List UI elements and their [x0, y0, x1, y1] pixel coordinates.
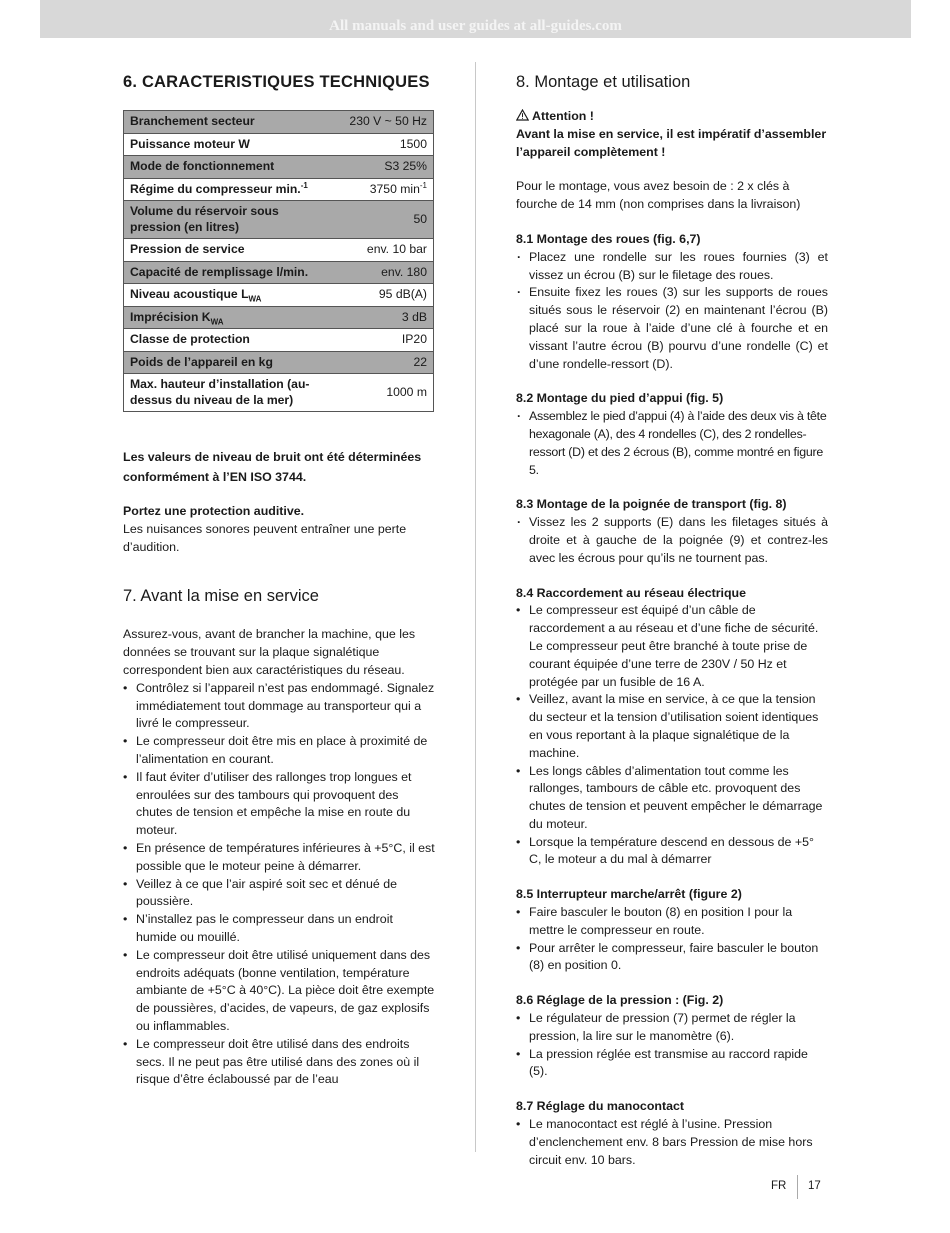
section-6-title: 6. CARACTERISTIQUES TECHNIQUES [123, 73, 430, 91]
section-7-list [123, 680, 435, 1089]
superscript: -1 [419, 180, 427, 190]
spec-value-text: S3 25% [384, 159, 427, 173]
list-item: • Lorsque la température descend en dessous de +5° C, le moteur a du mal à démarrer [516, 834, 828, 870]
section-8-6-list [516, 1010, 828, 1081]
section-8-1-title: 8.1 Montage des roues (fig. 6,7) [516, 231, 701, 246]
page-footer [771, 1180, 821, 1192]
list-item: • En présence de températures inférieures à +5°C, il est possible que le moteur peine à démarrer. [123, 840, 435, 876]
spec-label [124, 284, 327, 307]
spec-value-text: env. 180 [381, 264, 427, 279]
spec-value-text: 1000 m [386, 384, 427, 399]
list-item: • Le compresseur est équipé d’un câble de raccordement a au réseau et d’une fiche de sécurité. Le compresseur peut être branché à toute prise de courant équipée d’une terre de 230V / 50 Hz et protégée par un fusible de 16 A. [516, 602, 828, 691]
spec-row [124, 111, 434, 134]
list-item: • Veillez, avant la mise en service, à ce que la tension du secteur et la tension d’utilisation soient identiques en vous reportant à la plaque signalétique de la machine. [516, 691, 828, 762]
spec-row [124, 351, 434, 374]
spec-row [124, 306, 434, 329]
superscript: -1 [300, 180, 308, 190]
list-item: · Assemblez le pied d’appui (4) à l’aide des deux vis à tête hexagonale (A), des 4 rondelles (C), des 2 rondelles-ressort (D) et des 2 écrous (B), comme montré en figure 5. [516, 408, 828, 479]
section-8-7-title: 8.7 Réglage du manocontact [516, 1099, 684, 1114]
spec-label-text: Classe de protection [130, 332, 250, 346]
spec-value [326, 351, 434, 374]
column-divider [475, 62, 476, 1152]
list-item: • Pour arrêter le compresseur, faire basculer le bouton (8) en position 0. [516, 940, 828, 976]
spec-label-text: Régime du compresseur min. [130, 181, 301, 196]
spec-value [326, 261, 434, 284]
page-number: 17 [808, 1180, 821, 1192]
spec-label-text: Poids de l’appareil en kg [130, 354, 273, 369]
section-8-7-list [516, 1116, 828, 1169]
attention-heading [516, 108, 828, 126]
spec-label [124, 261, 327, 284]
spec-label-text: Niveau acoustique L [130, 287, 249, 301]
spec-value-text: 3 dB [401, 309, 427, 324]
spec-value-text: 22 [413, 354, 427, 369]
spec-label [124, 374, 327, 412]
warning-triangle-icon [516, 109, 529, 121]
spec-row [124, 133, 434, 156]
spec-label [124, 111, 327, 134]
list-item: • Le compresseur doit être mis en place à proximité de l’alimentation en courant. [123, 733, 435, 769]
spec-value [326, 329, 434, 352]
spec-label-text: Puissance moteur W [130, 136, 250, 151]
spec-row [124, 239, 434, 262]
spec-value-text: 50 [413, 211, 427, 226]
spec-value-text: 230 V ~ 50 Hz [349, 114, 427, 128]
list-item: · Ensuite fixez les roues (3) sur les supports de roues situés sous le réservoir (2) en maintenant l’écrou (B) placé sur la roue à l’aide d’une clé à fourche et en vissant l’autre écrou (B) pourvu d’une rondelle (C) et d’une rondelle-ressort (D). [516, 284, 828, 373]
source-banner: All manuals and user guides at all-guides.com [40, 0, 911, 38]
spec-row [124, 374, 434, 412]
list-item: • Les longs câbles d’alimentation tout comme les rallonges, tambours de câble etc. provoquent des chutes de tension et peuvent empêcher le démarrage du moteur. [516, 763, 828, 834]
spec-label-text: Mode de fonctionnement [130, 159, 275, 173]
right-column [516, 60, 828, 1169]
section-8-5-title: 8.5 Interrupteur marche/arrêt (figure 2) [516, 887, 742, 902]
spec-value [326, 111, 434, 134]
list-item: • Contrôlez si l’appareil n’est pas endommagé. Signalez immédiatement tout dommage au transporteur qui a livré le compresseur. [123, 680, 435, 733]
spec-label [124, 351, 327, 374]
spec-label [124, 201, 327, 239]
list-item: • N’installez pas le compresseur dans un endroit humide ou mouillé. [123, 911, 435, 947]
section-8-3-list [516, 514, 828, 567]
section-8-4-list [516, 602, 828, 869]
attention-text: Avant la mise en service, il est impératif d’assembler l’appareil complètement ! [516, 126, 827, 159]
spec-label-text: Volume du réservoir sous pression (en litres) [130, 204, 279, 234]
list-item: · Vissez les 2 supports (E) dans les filetages situés à droite et à gauche de la poignée (9) et contrez-les avec les écrous pour qu’ils ne tournent pas. [516, 514, 828, 567]
spec-value-text: env. 10 bar [366, 242, 427, 256]
section-8-3-title: 8.3 Montage de la poignée de transport (fig. 8) [516, 497, 787, 512]
noise-note: Les valeurs de niveau de bruit ont été déterminées conformément à l’EN ISO 3744. [123, 450, 422, 484]
list-item: • Faire basculer le bouton (8) en position I pour la mettre le compresseur en route. [516, 904, 828, 940]
spec-label [124, 156, 327, 179]
spec-label-text: Pression de service [130, 242, 245, 256]
spec-value [326, 306, 434, 329]
left-column [123, 60, 435, 1089]
spec-row [124, 178, 434, 201]
tools-note: Pour le montage, vous avez besoin de : 2 x clés à fourche de 14 mm (non comprises dans la livraison) [516, 179, 801, 212]
spec-label-text: Capacité de remplissage l/min. [130, 264, 309, 279]
spec-value-text: 95 dB(A) [378, 287, 427, 301]
spec-row [124, 284, 434, 307]
spec-row [124, 329, 434, 352]
protection-warning: Portez une protection auditive. [123, 504, 305, 518]
spec-value [326, 284, 434, 307]
spec-row [124, 201, 434, 239]
section-8-2-title: 8.2 Montage du pied d’appui (fig. 5) [516, 391, 724, 406]
section-7-title: 7. Avant la mise en service [123, 587, 319, 606]
section-8-6-title: 8.6 Réglage de la pression : (Fig. 2) [516, 993, 724, 1008]
list-item: · Placez une rondelle sur les roues fournies (3) et vissez un écrou (B) sur le filetage des roues. [516, 249, 828, 285]
spec-row [124, 156, 434, 179]
list-item: • Le régulateur de pression (7) permet de régler la pression, la lire sur le manomètre (6). [516, 1010, 828, 1046]
specs-table [123, 110, 434, 412]
spec-value [326, 374, 434, 412]
subscript: WA [210, 316, 224, 326]
spec-value [326, 201, 434, 239]
list-item: • La pression réglée est transmise au raccord rapide (5). [516, 1046, 828, 1082]
spec-label [124, 239, 327, 262]
spec-label-text: Imprécision K [130, 309, 211, 324]
spec-label [124, 306, 327, 329]
spec-value [326, 156, 434, 179]
list-item: • Veillez à ce que l’air aspiré soit sec et dénué de poussière. [123, 876, 435, 912]
spec-value [326, 178, 434, 201]
spec-label-text: Branchement secteur [130, 114, 255, 128]
spec-value [326, 239, 434, 262]
spec-label [124, 178, 327, 201]
protection-text: Les nuisances sonores peuvent entraîner une perte d’audition. [123, 521, 407, 554]
spec-label [124, 133, 327, 156]
footer-separator [797, 1175, 798, 1199]
spec-row [124, 261, 434, 284]
section-7-intro: Assurez-vous, avant de brancher la machine, que les données se trouvant sur la plaque signalétique correspondent bien aux caractéristiques du réseau. [123, 627, 416, 677]
spec-label [124, 329, 327, 352]
spec-label-text: Max. hauteur d’installation (au-dessus du niveau de la mer) [130, 377, 310, 407]
language-code: FR [771, 1180, 787, 1192]
spec-value-text: 1500 [399, 136, 427, 151]
section-8-5-list [516, 904, 828, 975]
section-8-1-list [516, 249, 828, 374]
section-8-4-title: 8.4 Raccordement au réseau électrique [516, 585, 747, 600]
subscript: WA [248, 294, 262, 304]
list-item: • Le manocontact est réglé à l’usine. Pression d’enclenchement env. 8 bars Pression de mise hors circuit env. 10 bars. [516, 1116, 828, 1169]
section-8-2-list [516, 408, 828, 479]
section-8-title: 8. Montage et utilisation [516, 73, 691, 91]
list-item: • Le compresseur doit être utilisé dans des endroits secs. Il ne peut pas être utilisé dans des zones où il risque d’être éclaboussé par de l’eau [123, 1036, 435, 1089]
attention-label: Attention ! [532, 109, 594, 123]
spec-value-text: 3750 min [369, 181, 420, 196]
spec-value [326, 133, 434, 156]
list-item: • Il faut éviter d’utiliser des rallonges trop longues et enroulées sur des tambours qui provoquent des chutes de tension et empêche la mise en route du moteur. [123, 769, 435, 840]
list-item: • Le compresseur doit être utilisé uniquement dans des endroits adéquats (bonne ventilation, température ambiante de +5°C à 40°C). La pièce doit être exempte de poussières, d’acides, de vapeurs, de gaz explosifs ou inflammables. [123, 947, 435, 1036]
spec-value-text: IP20 [401, 332, 427, 346]
